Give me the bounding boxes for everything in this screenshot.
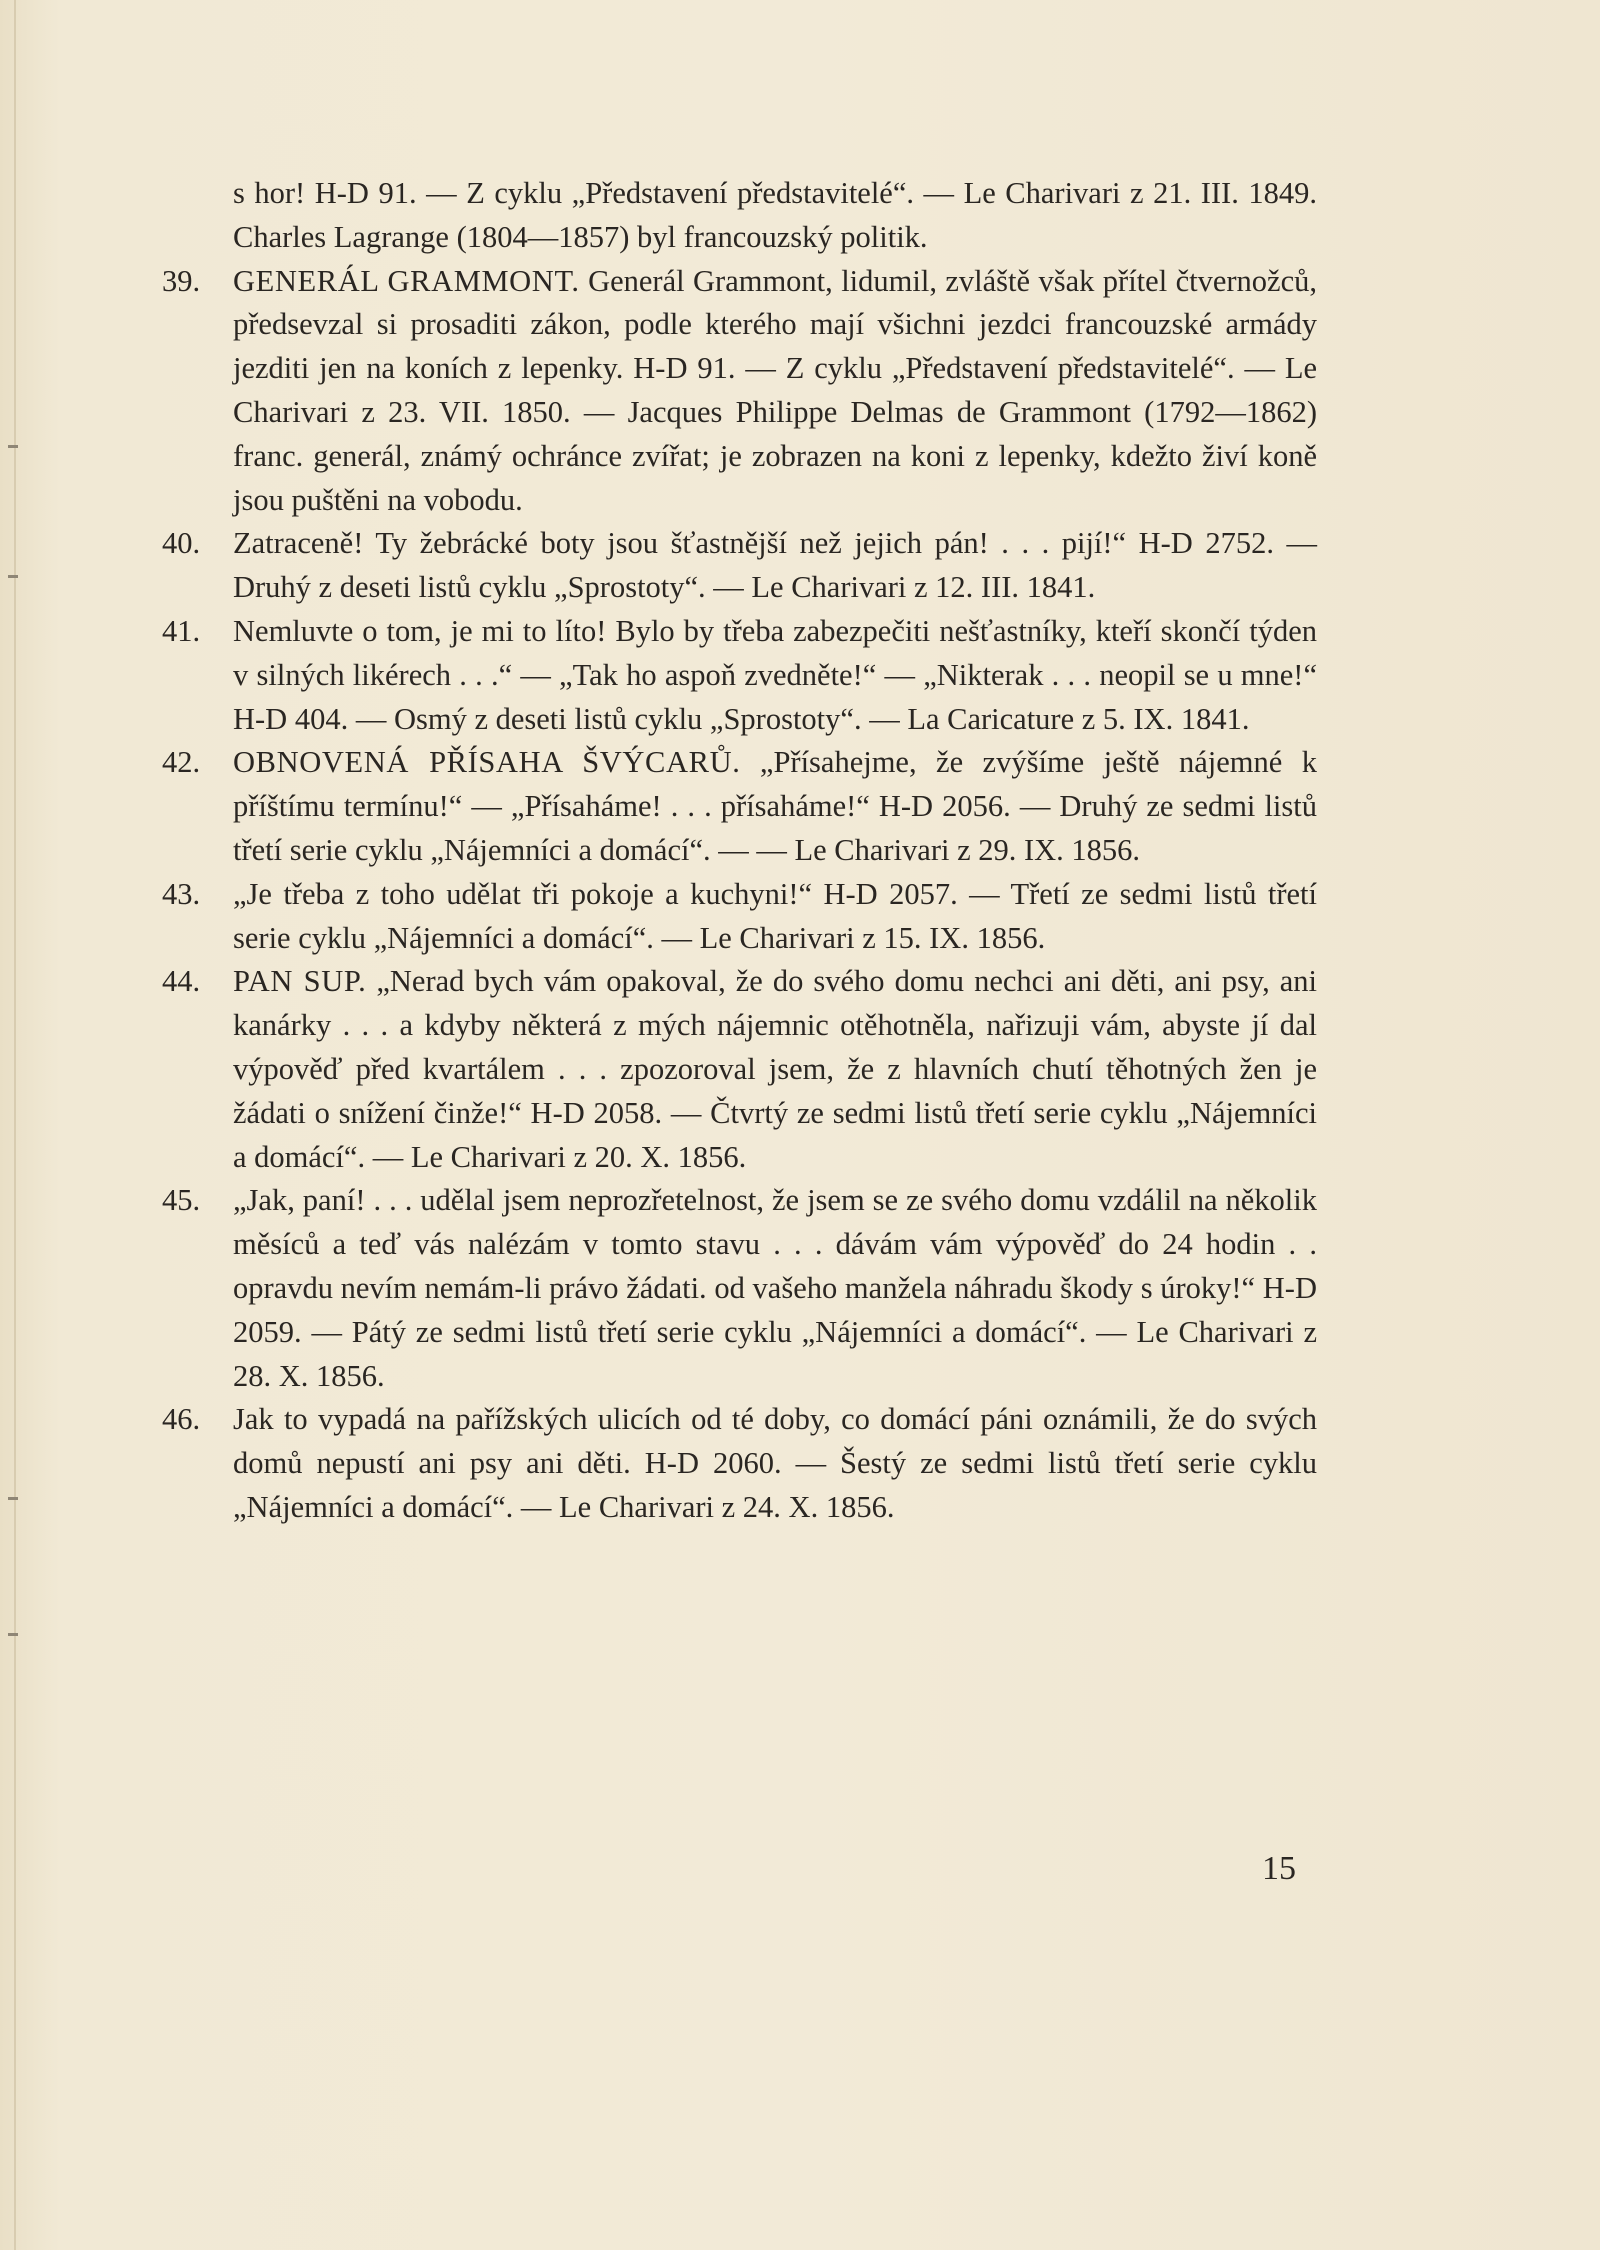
margin-mark — [8, 1497, 18, 1500]
entry-text: „Přísahejme, že zvýšíme ještě nájemné k příštímu termínu!“ — „Přísaháme! . . . přísaháme!“ H-D 2056. — Druhý ze sedmi listů třetí serie cyklu „Nájemníci a domácí“. — — Le Charivari z 29. IX. 1856. — [233, 745, 1317, 867]
margin-mark — [8, 1633, 18, 1636]
entry-text: Zatraceně! Ty žebrácké boty jsou šťastnější než jejich pán! . . . pijí!“ H-D 2752. — Druhý z deseti listů cyklu „Sprostoty“. — Le Charivari z 12. III. 1841. — [233, 526, 1317, 605]
entry-number: 39. — [162, 263, 201, 298]
entry-number: 42. — [162, 745, 201, 780]
entry-title: PAN SUP. — [233, 964, 367, 999]
entry-number: 46. — [162, 1402, 201, 1437]
entry-body — [233, 1398, 1317, 1529]
entry-number: 44. — [162, 964, 201, 999]
entry-body — [233, 873, 1317, 961]
entry-body — [233, 741, 1317, 872]
page-number: 15 — [1262, 1850, 1296, 1887]
entry-text: Nemluvte o tom, je mi to líto! Bylo by třeba zabezpečiti nešťastníky, kteří skončí týden v silných likérech . . .“ — „Tak ho aspoň zvedněte!“ — „Nikterak . . . neopil se u mne!“ H-D 404. — Osmý z deseti listů cyklu „Sprostoty“. — La Caricature z 5. IX. 1841. — [233, 613, 1317, 736]
catalog-entry-40 — [162, 522, 1317, 610]
entry-number: 40. — [162, 526, 201, 561]
catalog-entry-41 — [162, 610, 1317, 741]
entry-number: 45. — [162, 1183, 201, 1218]
entry-body — [233, 260, 1317, 523]
page-text — [162, 172, 1317, 1530]
entry-body — [233, 1179, 1317, 1398]
catalog-entry-46 — [162, 1398, 1317, 1529]
entry-text: Generál Grammont, lidumil, zvláště však přítel čtvernožců, předsevzal si prosaditi zákon, podle kterého mají všichni jezdci francouzské armády jezditi jen na koních z lepenky. H-D 91. — Z cyklu „Představení představitelé“. — Le Charivari z 23. VII. 1850. — Jacques Philippe Delmas de Grammont (1792—1862) franc. generál, známý ochránce zvířat; je zobrazen na koni z lepenky, kdežto živí koně jsou puštěni na vobodu. — [233, 263, 1317, 517]
entry-text: „Nerad bych vám opakoval, že do svého domu nechci ani děti, ani psy, ani kanárky . . . a kdyby některá z mých nájemnic otěhotněla, nařizuji vám, abyste jí dal výpověď před kvartálem . . . zpozoroval jsem, že z hlavních chutí těhotných žen je žádati o snížení činže!“ H-D 2058. — Čtvrtý ze sedmi listů třetí serie cyklu „Nájemníci a domácí“. — Le Charivari z 20. X. 1856. — [233, 964, 1317, 1174]
entry-number: 41. — [162, 613, 201, 648]
entry-text: Jak to vypadá na pařížských ulicích od té doby, co domácí páni oznámili, že do svých domů nepustí ani psy ani děti. H-D 2060. — Šestý ze sedmi listů třetí serie cyklu „Nájemníci a domácí“. — Le Charivari z 24. X. 1856. — [233, 1402, 1317, 1524]
catalog-entry-42 — [162, 741, 1317, 872]
catalog-entry-43 — [162, 873, 1317, 961]
entry-body — [233, 522, 1317, 610]
entry-title: GENERÁL GRAMMONT. — [233, 263, 580, 298]
continuation-paragraph: s hor! H-D 91. — Z cyklu „Představení představitelé“. — Le Charivari z 21. III. 1849. Charles Lagrange (1804—1857) byl francouzský politik. — [233, 176, 1317, 254]
entry-number: 43. — [162, 876, 201, 911]
margin-mark — [8, 445, 18, 448]
binding-edge — [14, 0, 16, 2250]
margin-mark — [8, 575, 18, 578]
catalog-entry-44 — [162, 960, 1317, 1179]
catalog-entry-45 — [162, 1179, 1317, 1398]
entry-body — [233, 610, 1317, 741]
entry-text: „Je třeba z toho udělat tři pokoje a kuchyni!“ H-D 2057. — Třetí ze sedmi listů třetí serie cyklu „Nájemníci a domácí“. — Le Charivari z 15. IX. 1856. — [233, 876, 1317, 955]
entry-title: OBNOVENÁ PŘÍSAHA ŠVÝCARŮ. — [233, 745, 741, 780]
catalog-entry-39 — [162, 260, 1317, 523]
entry-text: „Jak, paní! . . . udělal jsem neprozřetelnost, že jsem se ze svého domu vzdálil na několik měsíců a teď vás nalézám v tomto stavu . . . dávám vám výpověď do 24 hodin . . opravdu nevím nemám-li právo žádati. od vašeho manžela náhradu škody s úroky!“ H-D 2059. — Pátý ze sedmi listů třetí serie cyklu „Nájemníci a domácí“. — Le Charivari z 28. X. 1856. — [233, 1183, 1317, 1393]
entry-body — [233, 960, 1317, 1179]
